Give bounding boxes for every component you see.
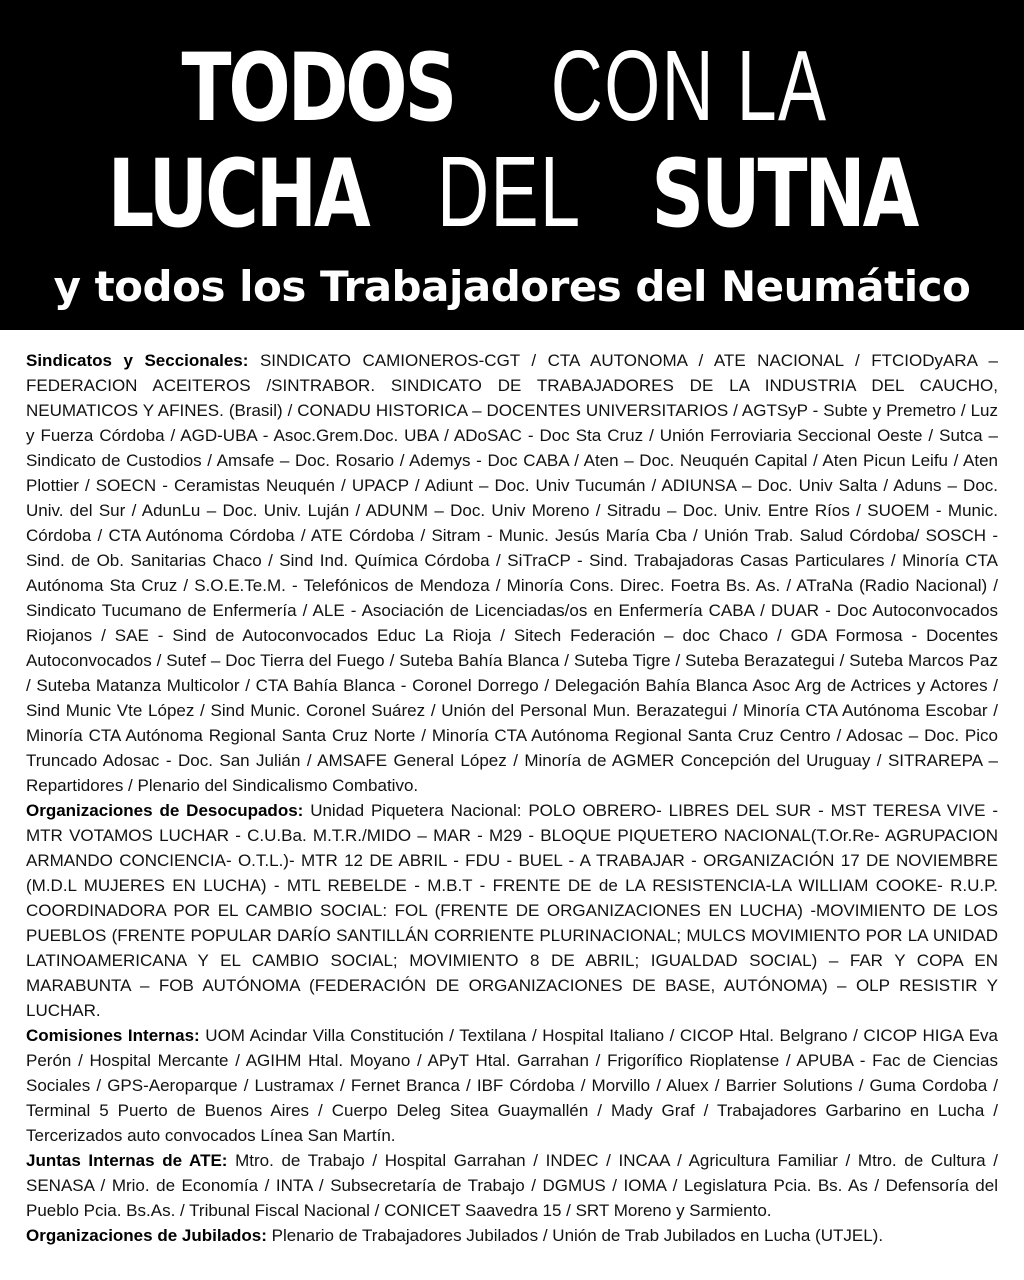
section-title: Organizaciones de Desocupados: — [26, 801, 304, 820]
headline-word-todos: TODOS — [181, 34, 454, 143]
section-title: Comisiones Internas: — [26, 1026, 200, 1045]
section-juntas-internas-ate — [26, 1148, 998, 1223]
section-jubilados — [26, 1223, 998, 1248]
headline-word-lucha: LUCHA — [107, 140, 368, 249]
section-desocupados — [26, 798, 998, 1023]
section-text: Unidad Piquetera Nacional: POLO OBRERO- LIBRES DEL SUR - MST TERESA VIVE - MTR VOTAMOS LUCHAR - C.U.Ba. M.T.R./MIDO – MAR - M29 - BLOQUE PIQUETERO NACIONAL(T.Or.Re- AGRUPACION ARMANDO CONCIENCIA- O.T.L.)- MTR 12 DE ABRIL - FDU - BUEL - A TRABAJAR - ORGANIZACIÓN 17 DE NOVIEMBRE (M.D.L MUJERES EN LUCHA) - MTL REBELDE - M.B.T - FRENTE DE de LA RESISTENCIA-LA WILLIAM COOKE- R.U.P. COORDINADORA POR EL CAMBIO SOCIAL: FOL (FRENTE DE ORGANIZACIONES EN LUCHA) -MOVIMIENTO DE LOS PUEBLOS (FRENTE POPULAR DARÍO SANTILLÁN CORRIENTE PLURINACIONAL; MULCS MOVIMIENTO POR LA UNIDAD LATINOAMERICANA Y EL CAMBIO SOCIAL; MOVIMIENTO 8 DE ABRIL; IGUALDAD SOCIAL) – FAR Y COPA EN MARABUNTA – FOB AUTÓNOMA (FEDERACIÓN DE ORGANIZACIONES DE BASE, AUTÓNOMA) – OLP RESISTIR Y LUCHAR. — [26, 801, 998, 1020]
headline-word-del: DEL — [436, 136, 582, 248]
section-text: SINDICATO CAMIONEROS-CGT / CTA AUTONOMA / ATE NACIONAL / FTCIODyARA – FEDERACION ACEITEROS /SINTRABOR. SINDICATO DE TRABAJADORES DE LA INDUSTRIA DEL CAUCHO, NEUMATICOS Y AFINES. (Brasil) / CONADU HISTORICA – DOCENTES UNIVERSITARIOS / AGTSyP - Subte y Premetro / Luz y Fuerza Córdoba / AGD-UBA - Asoc.Grem.Doc. UBA / ADoSAC - Doc Sta Cruz / Unión Ferroviaria Seccional Oeste / Sutca – Sindicato de Custodios / Amsafe – Doc. Rosario / Ademys - Doc CABA / Aten – Doc. Neuquén Capital / Aten Picun Leifu / Aten Plottier / SOECN - Ceramistas Neuquén / UPACP / Adiunt – Doc. Univ Tucumán / ADIUNSA – Doc. Univ Salta / Aduns – Doc. Univ. del Sur / AdunLu – Doc. Univ. Luján / ADUNM – Doc. Univ Moreno / Sitradu – Doc. Univ. Entre Ríos / SUOEM - Munic. Córdoba / CTA Autónoma Córdoba / ATE Córdoba / Sitram - Munic. Jesús María Cba / Unión Trab. Salud Córdoba/ SOSCH - Sind. de Ob. Sanitarias Chaco / Sind Ind. Química Córdoba / SiTraCP - Sind. Trabajadoras Casas Particulares / Minoría CTA Autónoma Sta Cruz / S.O.E.Te.M. - Telefónicos de Mendoza / Minoría Cons. Direc. Foetra Bs. As. / ATraNa (Radio Nacional) / Sindicato Tucumano de Enfermería / ALE - Asociación de Licenciadas/os en Enfermería CABA / DUAR - Doc Autoconvocados Riojanos / SAE - Sind de Autoconvocados Educ La Rioja / Sitech Federación – doc Chaco / GDA Formosa - Docentes Autoconvocados / Sutef – Doc Tierra del Fuego / Suteba Bahía Blanca / Suteba Tigre / Suteba Berazategui / Suteba Marcos Paz / Suteba Matanza Multicolor / CTA Bahía Blanca - Coronel Dorrego / Delegación Bahía Blanca Asoc Arg de Actrices y Actores / Sind Munic Vte López / Sind Munic. Coronel Suárez / Unión del Personal Mun. Berazategui / Minoría CTA Autónoma Escobar / Minoría CTA Autónoma Regional Santa Cruz Norte / Minoría CTA Autónoma Regional Santa Cruz Centro / Adosac – Doc. Pico Truncado Adosac - Doc. San Julián / AMSAFE General López / Minoría de AGMER Concepción del Uruguay / SITRAREPA – Repartidores / Plenario del Sindicalismo Combativo. — [26, 351, 999, 795]
section-text: UOM Acindar Villa Constitución / Textilana / Hospital Italiano / CICOP Htal. Belgrano / CICOP HIGA Eva Perón / Hospital Mercante / AGIHM Htal. Moyano / APyT Htal. Garrahan / Frigorífico Rioplatense / APUBA - Fac de Ciencias Sociales / GPS-Aeroparque / Lustramax / Fernet Branca / IBF Córdoba / Morvillo / Aluex / Barrier Solutions / Guma Cordoba / Terminal 5 Puerto de Buenos Aires / Cuerpo Deleg Sitea Guaymallén / Mady Graf / Trabajadores Garbarino en Lucha / Tercerizados auto convocados Línea San Martín. — [26, 1026, 998, 1145]
headline-word-sutna: SUTNA — [650, 140, 916, 249]
headline-line-2 — [0, 136, 1024, 249]
headline-banner — [0, 0, 1024, 330]
organizations-list — [26, 348, 998, 1248]
section-text: Plenario de Trabajadores Jubilados / Unión de Trab Jubilados en Lucha (UTJEL). — [271, 1226, 884, 1245]
section-sindicatos — [26, 348, 998, 798]
section-comisiones-internas — [26, 1023, 998, 1148]
section-title: Juntas Internas de ATE: — [26, 1151, 228, 1170]
headline-line-1 — [0, 30, 1024, 143]
headline-words-con-la: CON LA — [550, 30, 828, 142]
section-text: Mtro. de Trabajo / Hospital Garrahan / INDEC / INCAA / Agricultura Familiar / Mtro. de Cultura / SENASA / Mrio. de Economía / INTA / Subsecretaría de Trabajo / DGMUS / IOMA / Legislatura Pcia. Bs. As / Defensoría del Pueblo Pcia. Bs.As. / Tribunal Fiscal Nacional / CONICET Saavedra 15 / SRT Moreno y Sarmiento. — [26, 1151, 998, 1220]
section-title: Sindicatos y Seccionales: — [26, 351, 249, 370]
section-title: Organizaciones de Jubilados: — [26, 1226, 267, 1245]
subheadline: y todos los Trabajadores del Neumático — [53, 262, 971, 311]
